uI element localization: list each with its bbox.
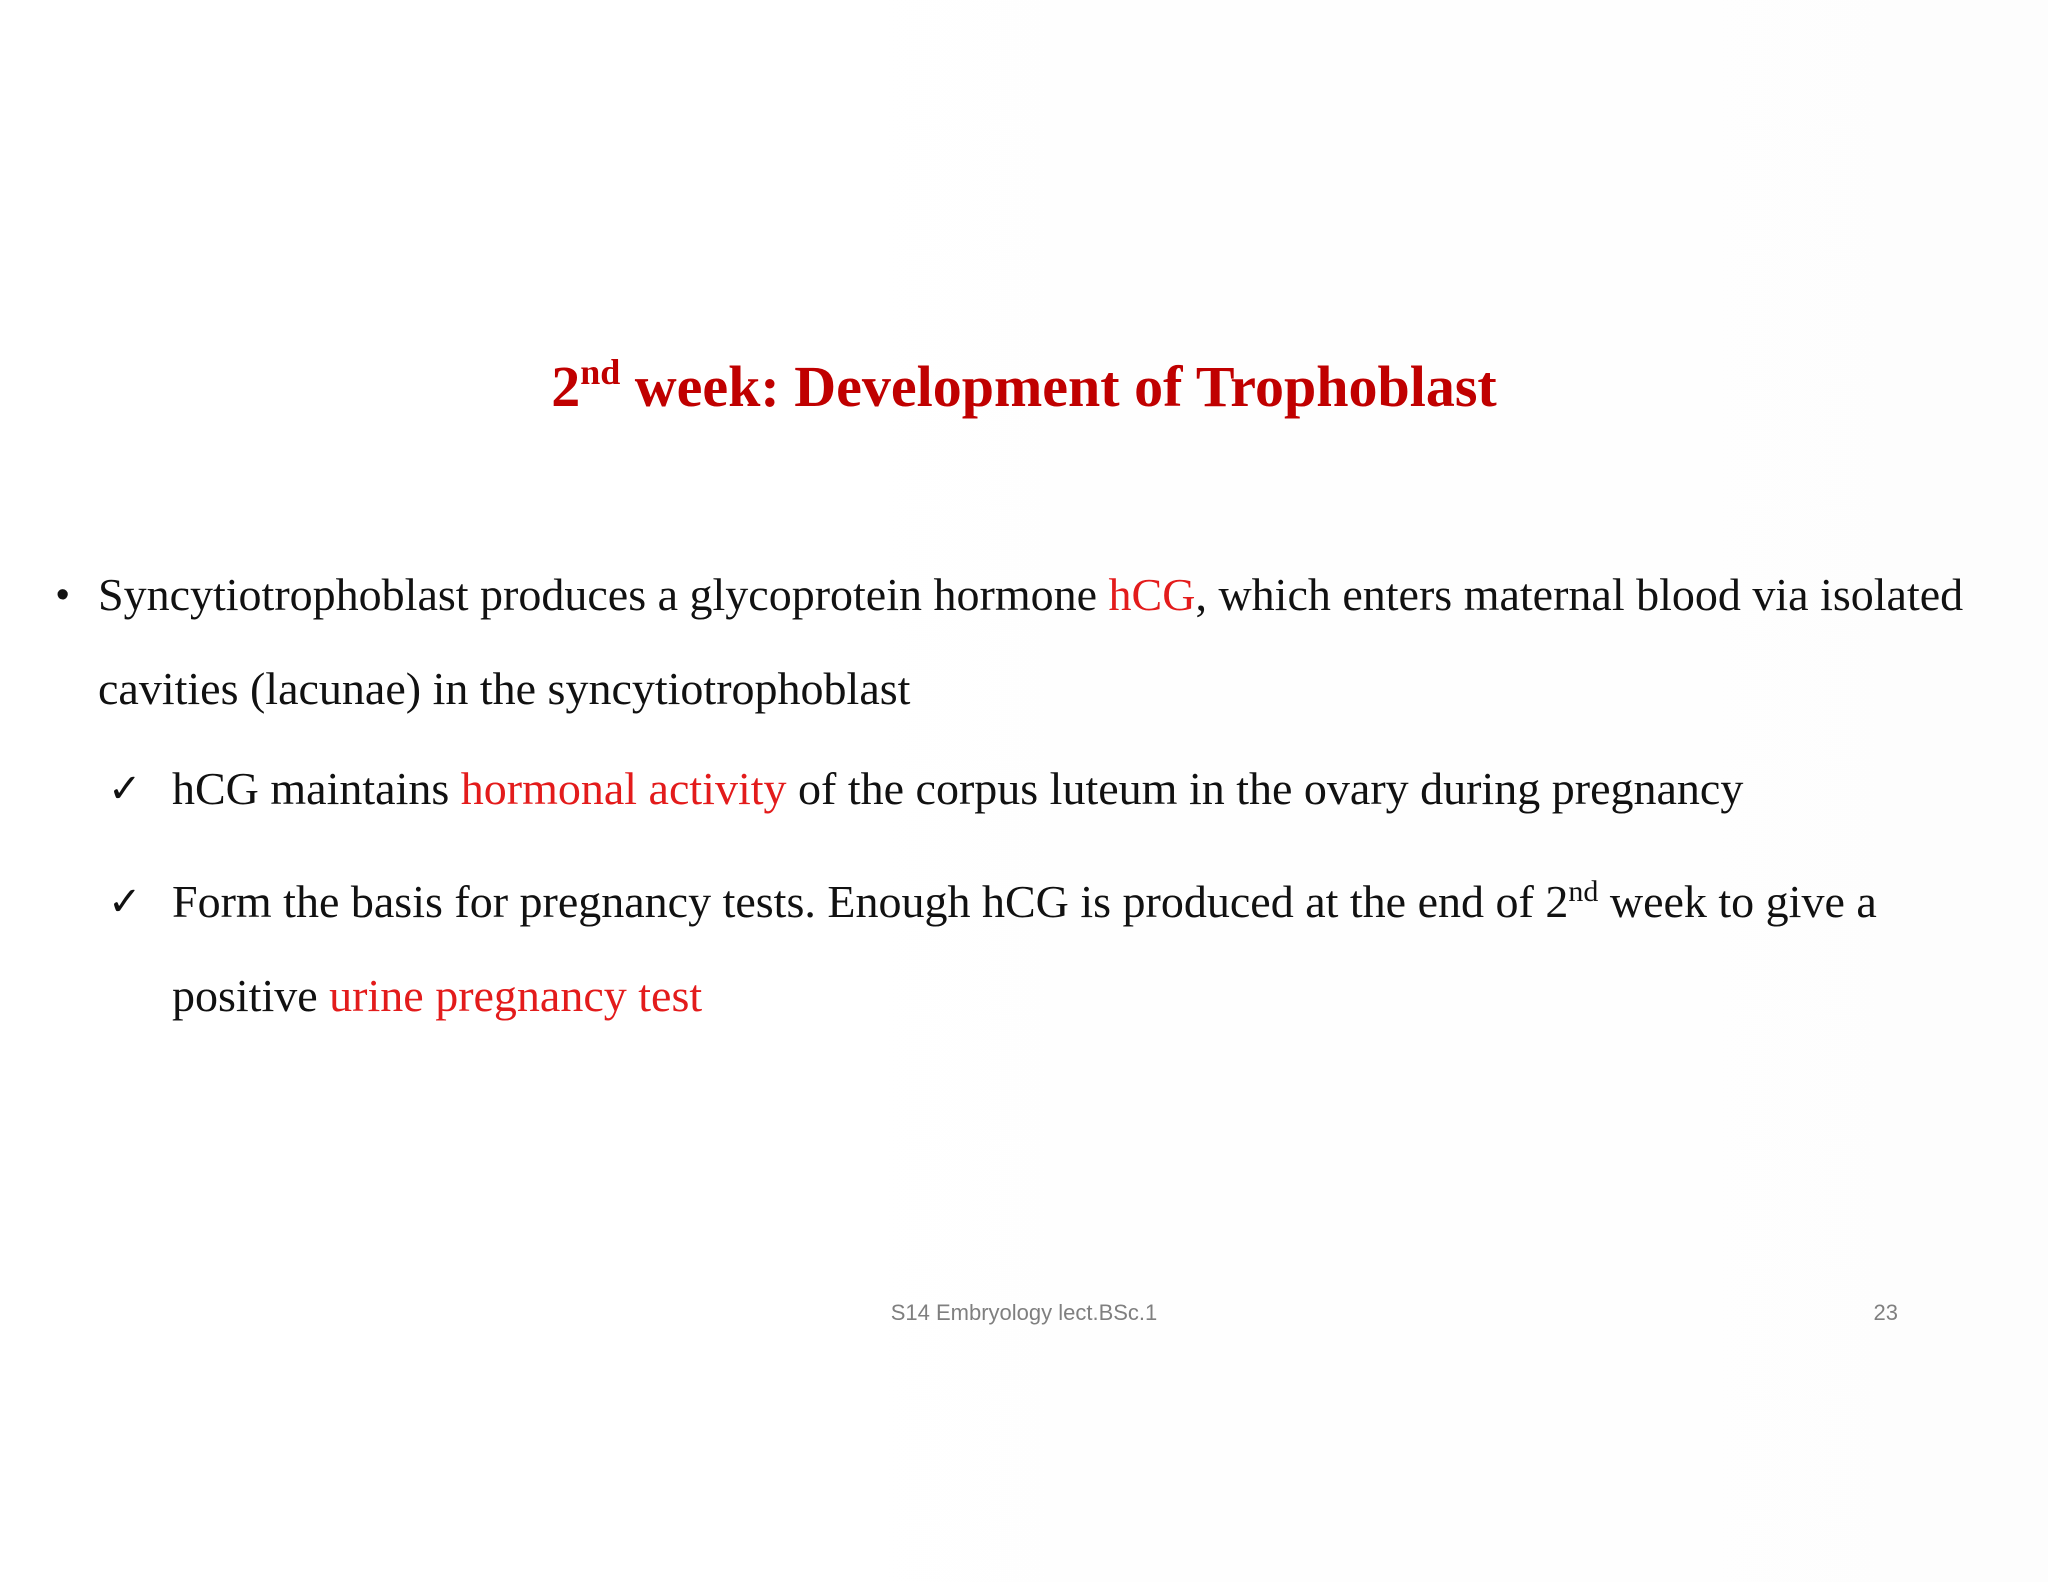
title-text: week: Development of Trophoblast [620, 354, 1497, 419]
sub-bullet-2 [108, 855, 2008, 1043]
checkmark-icon: ✓ [108, 879, 142, 925]
main-bullet-part2: , which enters maternal blood via isolated cavities (lacunae) in the syncytiotrophoblast [98, 569, 1964, 714]
main-bullet [56, 548, 1996, 736]
main-bullet-text [98, 548, 1996, 736]
sub-bullet-2-highlight: urine pregnancy test [329, 970, 703, 1021]
sub-bullet-2-superscript: nd [1568, 875, 1599, 908]
sub-bullet-1-text [172, 742, 2008, 836]
bullet-dot-icon: • [56, 574, 70, 616]
page-number: 23 [1873, 1300, 1898, 1325]
slide-title [0, 352, 2048, 422]
sub-bullet-1 [108, 742, 2008, 836]
sub-bullet-2-text [172, 855, 2008, 1043]
checkmark-icon: ✓ [108, 766, 142, 812]
main-bullet-part1: Syncytiotrophoblast produces a glycoprotein hormone [98, 569, 1109, 620]
title-superscript: nd [580, 352, 621, 392]
sub-bullet-2-part2: week to give a positive [172, 876, 1877, 1021]
sub-bullet-2-part1: Form the basis for pregnancy tests. Enough hCG is produced at the end of 2 [172, 876, 1569, 927]
sub-bullet-1-highlight: hormonal activity [460, 763, 787, 814]
slide-footer: S14 Embryology lect.BSc.1 [890, 1300, 1158, 1325]
sub-bullet-1-part1: hCG maintains [172, 763, 461, 814]
sub-bullet-1-part2: of the corpus luteum in the ovary during pregnancy [786, 763, 1744, 814]
title-number: 2 [551, 354, 581, 419]
main-bullet-highlight: hCG [1108, 569, 1196, 620]
